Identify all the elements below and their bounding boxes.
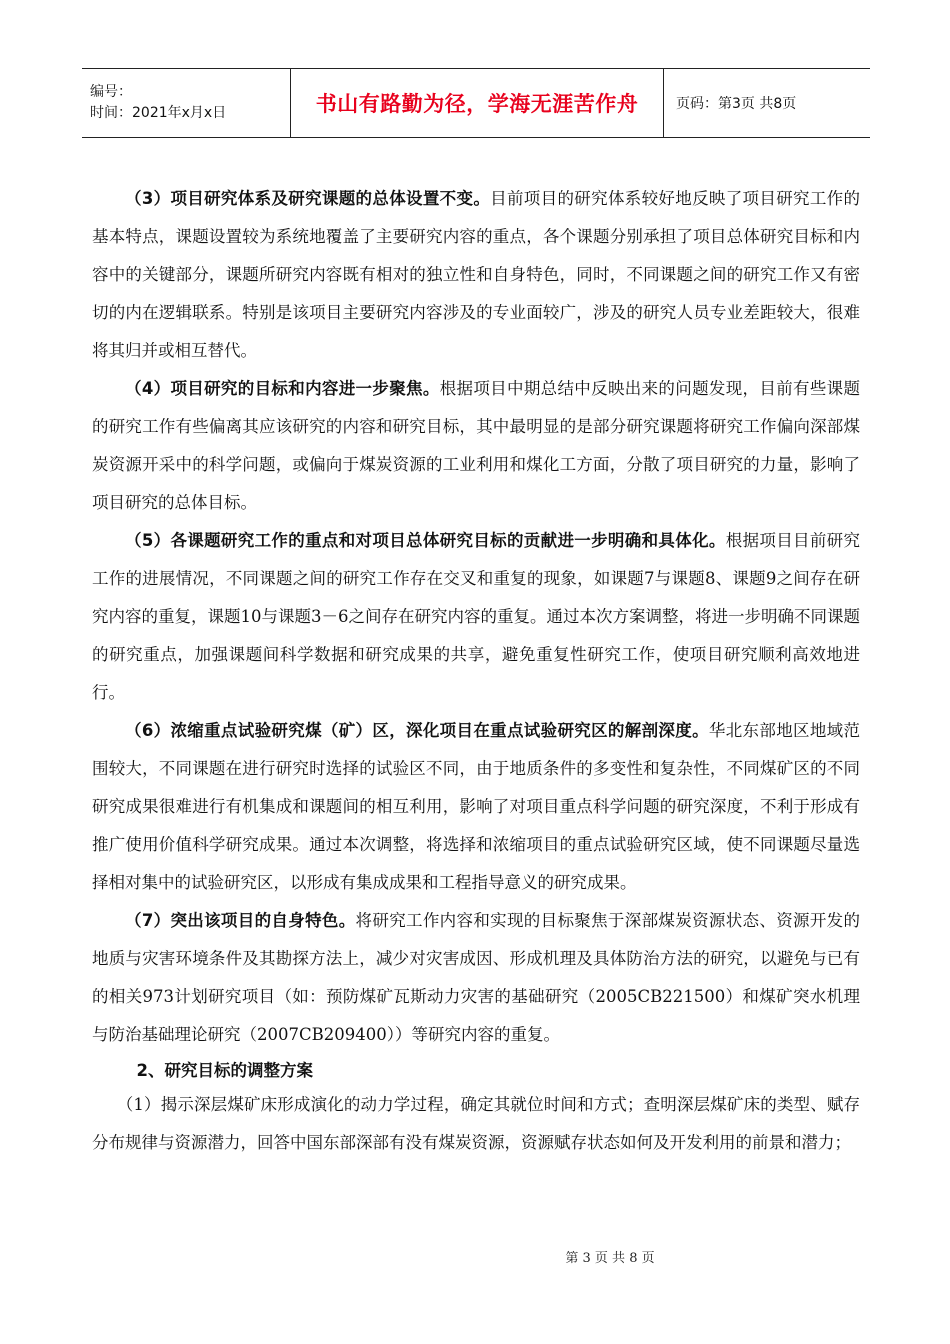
paragraph-lead: （3）项目研究体系及研究课题的总体设置不变。	[125, 189, 491, 208]
document-body	[92, 180, 860, 1162]
paragraph-5	[92, 522, 860, 712]
serial-label: 编号：	[90, 84, 132, 100]
paragraph-text: 根据项目目前研究工作的进展情况，不同课题之间的研究工作存在交叉和重复的现象，如课题7与课题8、课题9之间存在研究内容的重复，课题10与课题3－6之间存在研究内容的重复。通过本次方案调整，将进一步明确不同课题的研究重点，加强课题间科学数据和研究成果的共享，避免重复性研究工作，使项目研究顺利高效地进行。	[92, 531, 861, 702]
header-page-info	[664, 69, 870, 137]
paragraph-lead: （4）项目研究的目标和内容进一步聚焦。	[125, 379, 440, 398]
section-heading: 2、研究目标的调整方案	[136, 1061, 314, 1080]
paragraph-text: 将研究工作内容和实现的目标聚焦于深部煤炭资源状态、资源开发的地质与灾害环境条件及其勘探方法上，减少对灾害成因、形成机理及具体防治方法的研究，以避免与已有的相关973计划研究项目（如：预防煤矿瓦斯动力灾害的基础研究（2005CB221500）和煤矿突水机理与防治基础理论研究（2007CB209400））等研究内容的重复。	[92, 911, 860, 1044]
final-paragraph: （1）揭示深层煤矿床形成演化的动力学过程，确定其就位时间和方式；查明深层煤矿床的类型、赋存分布规律与资源潜力，回答中国东部深部有没有煤炭资源，资源赋存状态如何及开发利用的前景和潜力；	[92, 1095, 860, 1152]
paragraph-text: 华北东部地区地域范围较大，不同课题在进行研究时选择的试验区不同，由于地质条件的多变性和复杂性，不同煤矿区的不同研究成果很难进行有机集成和课题间的相互利用，影响了对项目重点科学问题的研究深度，不利于形成有推广使用价值科学研究成果。通过本次调整，将选择和浓缩项目的重点试验研究区域，使不同课题尽量选择相对集中的试验研究区，以形成有集成成果和工程指导意义的研究成果。	[92, 721, 860, 892]
paragraph-7	[92, 902, 860, 1054]
page-footer: 第 3 页 共 8 页	[565, 1251, 655, 1266]
header-motto-cell	[290, 69, 664, 137]
paragraph-3	[92, 180, 860, 370]
paragraph-text: 根据项目中期总结中反映出来的问题发现，目前有些课题的研究工作有些偏离其应该研究的内容和研究目标，其中最明显的是部分研究课题将研究工作偏向深部煤炭资源开采中的科学问题，或偏向于煤炭资源的工业利用和煤化工方面，分散了项目研究的力量，影响了项目研究的总体目标。	[92, 379, 861, 512]
paragraph-6	[92, 712, 860, 902]
paragraph-lead: （6）浓缩重点试验研究煤（矿）区，深化项目在重点试验研究区的解剖深度。	[125, 721, 709, 740]
time-label: 时间：2021年x月x日	[90, 105, 227, 121]
motto: 书山有路勤为径，学海无涯苦作舟	[315, 92, 639, 116]
paragraph-text: 目前项目的研究体系较好地反映了项目研究工作的基本特点，课题设置较为系统地覆盖了主要研究内容的重点，各个课题分别承担了项目总体研究目标和内容中的关键部分，课题所研究内容既有相对的独立性和自身特色，同时，不同课题之间的研究工作又有密切的内在逻辑联系。特别是该项目主要研究内容涉及的专业面较广，涉及的研究人员专业差距较大，很难将其归并或相互替代。	[92, 189, 861, 360]
header-meta	[82, 69, 290, 137]
page-info: 页码：第3页 共8页	[676, 96, 797, 112]
paragraph-lead: （7）突出该项目的自身特色。	[125, 911, 356, 930]
paragraph-4	[92, 370, 860, 522]
paragraph-lead: （5）各课题研究工作的重点和对项目总体研究目标的贡献进一步明确和具体化。	[125, 531, 726, 550]
page-header	[82, 68, 870, 138]
